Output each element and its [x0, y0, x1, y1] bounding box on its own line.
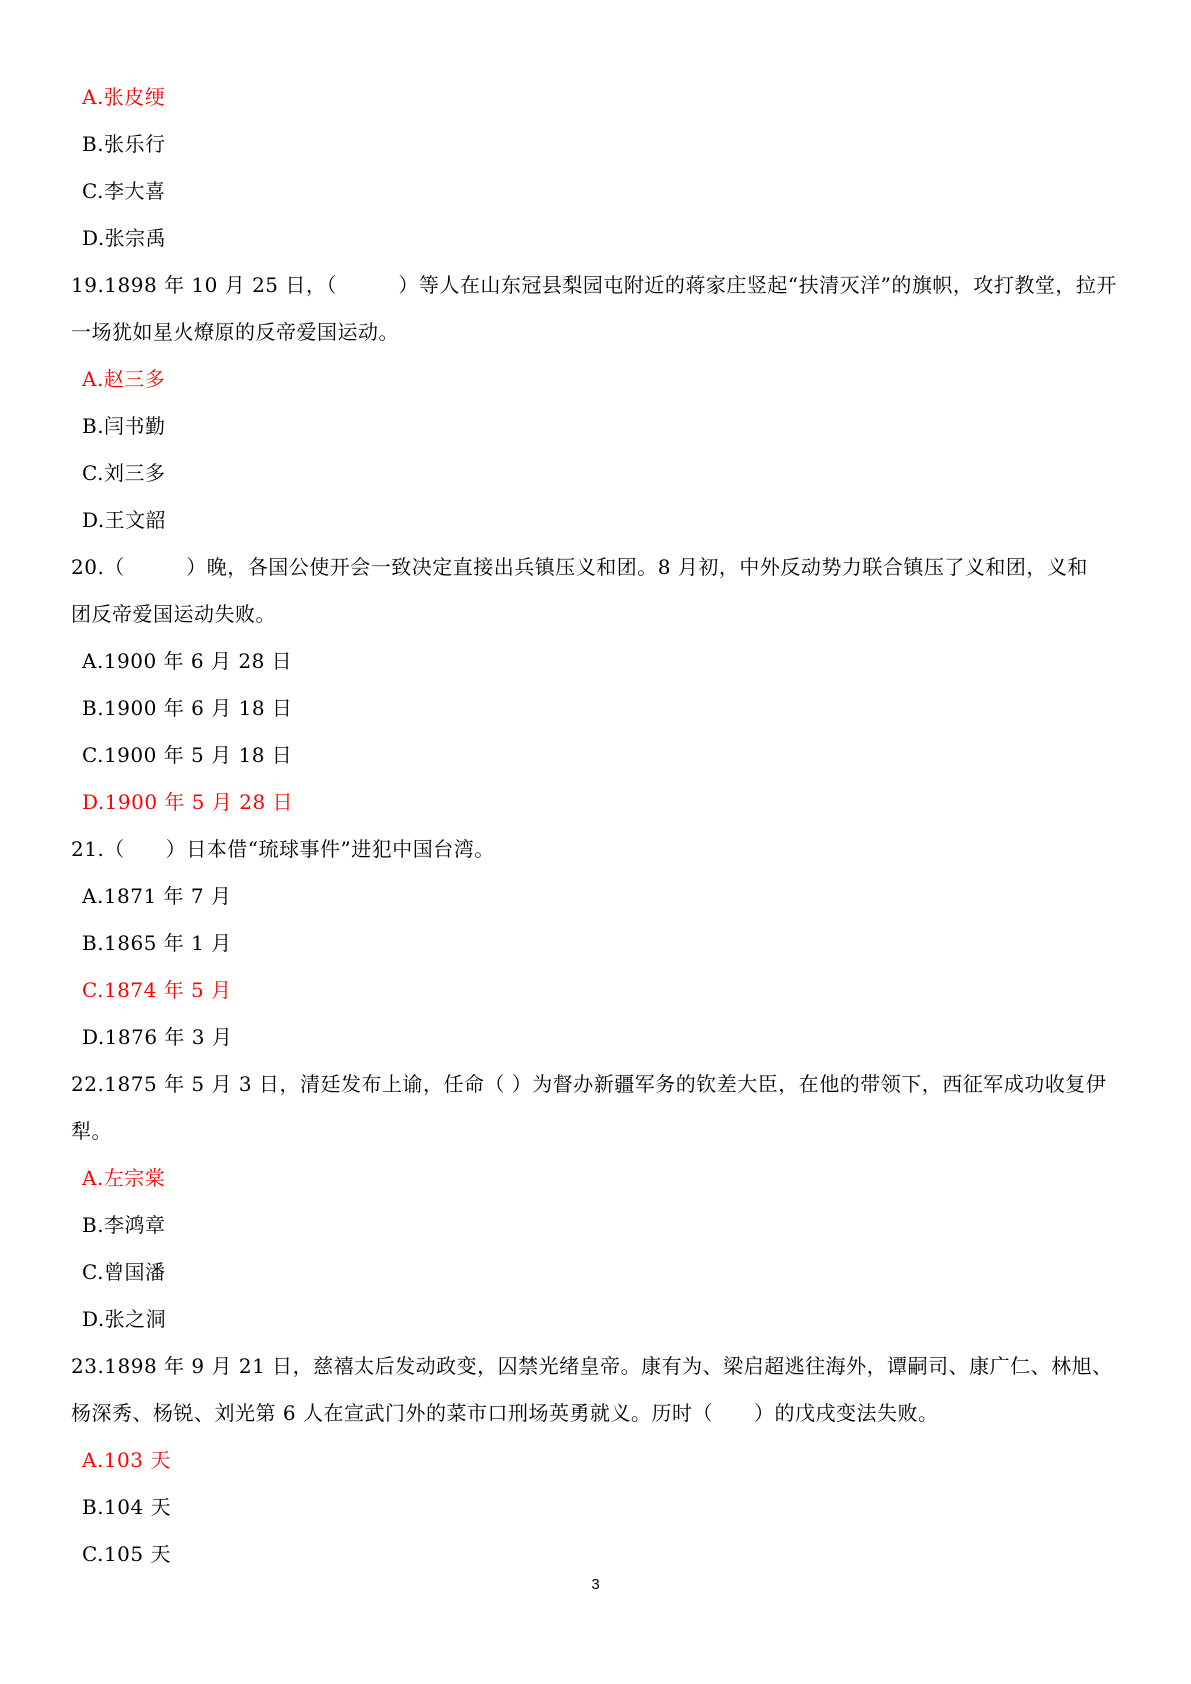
page-number: 3 — [591, 1576, 600, 1593]
option-line: C.105 天 — [82, 1542, 171, 1566]
answer-option: D.1900 年 5 月 28 日 — [82, 790, 294, 814]
option-line: B.1900 年 6 月 18 日 — [82, 696, 293, 720]
option-line: C.李大喜 — [82, 179, 166, 203]
question-line: 杨深秀、杨锐、刘光第 6 人在宣武门外的菜市口刑场英勇就义。历时（ ）的戊戌变法失败。 — [71, 1401, 939, 1425]
question-line: 犁。 — [71, 1119, 112, 1143]
option-line: A.1871 年 7 月 — [82, 884, 232, 908]
option-line: D.王文韶 — [82, 508, 167, 532]
option-line: A.1900 年 6 月 28 日 — [82, 649, 293, 673]
option-line: C.曾国潘 — [82, 1260, 166, 1284]
answer-option: A.赵三多 — [82, 367, 166, 391]
question-line: 一场犹如星火燎原的反帝爱国运动。 — [71, 320, 399, 344]
option-line: B.李鸿章 — [82, 1213, 166, 1237]
answer-option: C.1874 年 5 月 — [82, 978, 232, 1002]
question-line: 团反帝爱国运动失败。 — [71, 602, 276, 626]
answer-option: A.左宗棠 — [82, 1166, 166, 1190]
question-line: 19.1898 年 10 月 25 日，（ ）等人在山东冠县梨园屯附近的蒋家庄竖起“扶清灭洋”的旗帜，攻打教堂，拉开 — [71, 273, 1117, 297]
option-line: B.张乐行 — [82, 132, 166, 156]
option-line: D.1876 年 3 月 — [82, 1025, 233, 1049]
question-line: 21.（ ）日本借“琉球事件”进犯中国台湾。 — [71, 837, 495, 861]
option-line: D.张之洞 — [82, 1307, 167, 1331]
answer-option: A.103 天 — [82, 1448, 171, 1472]
option-line: C.1900 年 5 月 18 日 — [82, 743, 293, 767]
option-line: B.1865 年 1 月 — [82, 931, 232, 955]
question-line: 23.1898 年 9 月 21 日，慈禧太后发动政变，囚禁光绪皇帝。康有为、梁启超逃往海外，谭嗣司、康广仁、林旭、 — [71, 1354, 1113, 1378]
question-line: 22.1875 年 5 月 3 日，清廷发布上谕，任命（ ）为督办新疆军务的钦差大臣，在他的带领下，西征军成功收复伊 — [71, 1072, 1107, 1096]
option-line: D.张宗禹 — [82, 226, 167, 250]
question-line: 20.（ ）晚，各国公使开会一致决定直接出兵镇压义和团。8 月初，中外反动势力联合镇压了义和团，义和 — [71, 555, 1088, 579]
answer-option: A.张皮绠 — [82, 85, 166, 109]
option-line: B.闫书勤 — [82, 414, 166, 438]
option-line: C.刘三多 — [82, 461, 166, 485]
option-line: B.104 天 — [82, 1495, 172, 1519]
